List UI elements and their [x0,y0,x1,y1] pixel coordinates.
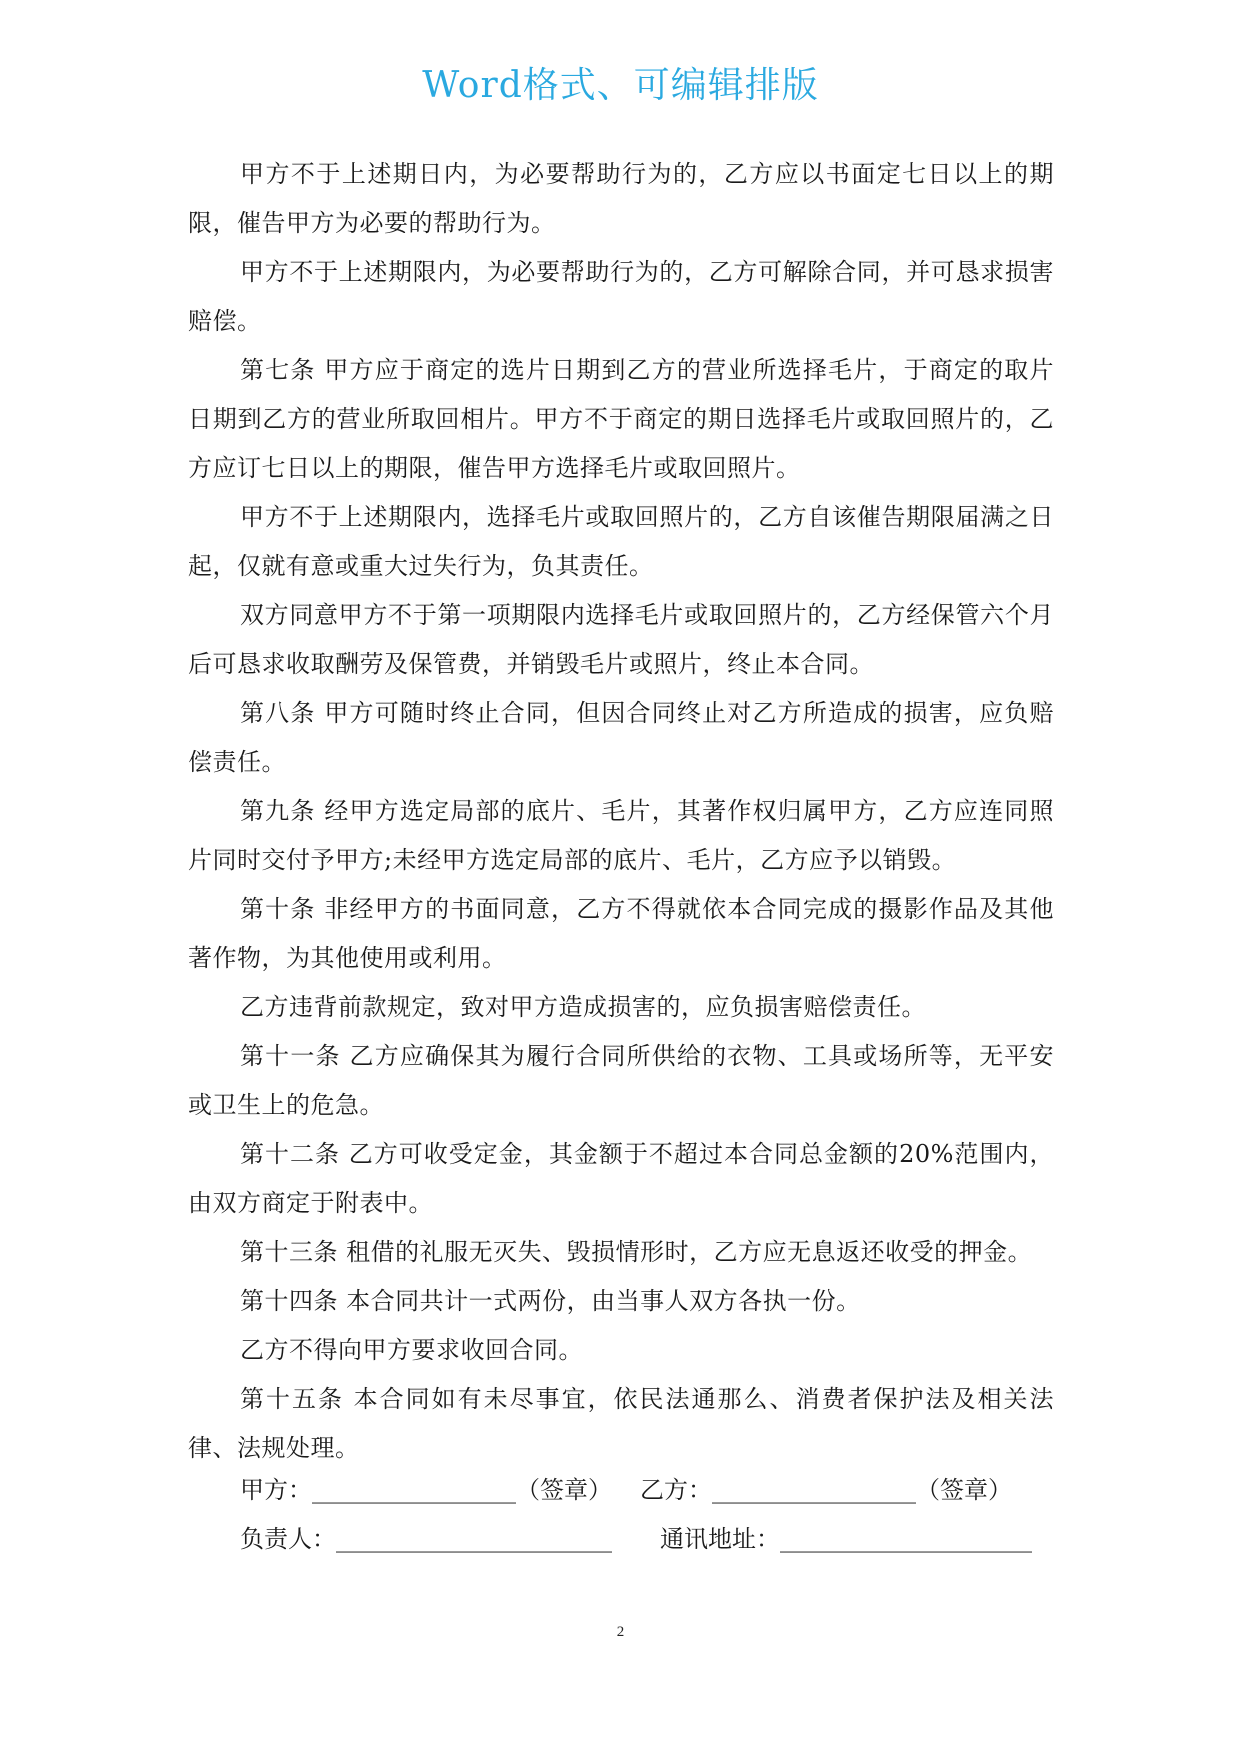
document-body [188,150,1054,1473]
paragraph-article-10: 第十条 非经甲方的书面同意，乙方不得就依本合同完成的摄影作品及其他著作物，为其他使用或利用。 [188,895,1054,972]
paragraph: 双方同意甲方不于第一项期限内选择毛片或取回照片的，乙方经保管六个月后可恳求收取酬劳及保管费，并销毁毛片或照片，终止本合同。 [188,601,1054,678]
paragraph-article-13: 第十三条 租借的礼服无灭失、毁损情形时，乙方应无息返还收受的押金。 [240,1238,1033,1266]
party-b-signature-line: 乙方：_________________（签章） [640,1476,1012,1504]
paragraph-article-11: 第十一条 乙方应确保其为履行合同所供给的衣物、工具或场所等，无平安或卫生上的危急。 [188,1042,1054,1119]
paragraph: 甲方不于上述期限内，为必要帮助行为的，乙方可解除合同，并可恳求损害赔偿。 [188,258,1054,335]
paragraph: 甲方不于上述期日内，为必要帮助行为的，乙方应以书面定七日以上的期限，催告甲方为必要的帮助行为。 [188,160,1054,237]
paragraph: 乙方违背前款规定，致对甲方造成损害的，应负损害赔偿责任。 [240,993,926,1021]
paragraph-article-9: 第九条 经甲方选定局部的底片、毛片，其著作权归属甲方，乙方应连同照片同时交付予甲方;未经甲方选定局部的底片、毛片，乙方应予以销毁。 [188,797,1054,874]
paragraph-article-7: 第七条 甲方应于商定的选片日期到乙方的营业所选择毛片，于商定的取片日期到乙方的营业所取回相片。甲方不于商定的期日选择毛片或取回照片的，乙方应订七日以上的期限，催告甲方选择毛片或取回照片。 [188,356,1054,482]
address-line: 通讯地址：_____________________ [660,1525,1032,1553]
paragraph-article-14: 第十四条 本合同共计一式两份，由当事人双方各执一份。 [240,1287,861,1315]
document-header-title: Word格式、可编辑排版 [422,65,819,106]
paragraph: 乙方不得向甲方要求收回合同。 [240,1336,583,1364]
paragraph-article-8: 第八条 甲方可随时终止合同，但因合同终止对乙方所造成的损害，应负赔偿责任。 [188,699,1054,776]
page-number: 2 [616,1624,625,1640]
paragraph: 甲方不于上述期限内，选择毛片或取回照片的，乙方自该催告期限届满之日起，仅就有意或重大过失行为，负其责任。 [188,503,1054,580]
paragraph-article-12: 第十二条 乙方可收受定金，其金额于不超过本合同总金额的20%范围内，由双方商定于附表中。 [188,1140,1054,1217]
paragraph-article-15: 第十五条 本合同如有未尽事宜，依民法通那么、消费者保护法及相关法律、法规处理。 [188,1385,1054,1462]
party-a-signature-line: 甲方：_________________（签章） [240,1476,612,1504]
person-in-charge-line: 负责人：_______________________ [240,1525,612,1553]
